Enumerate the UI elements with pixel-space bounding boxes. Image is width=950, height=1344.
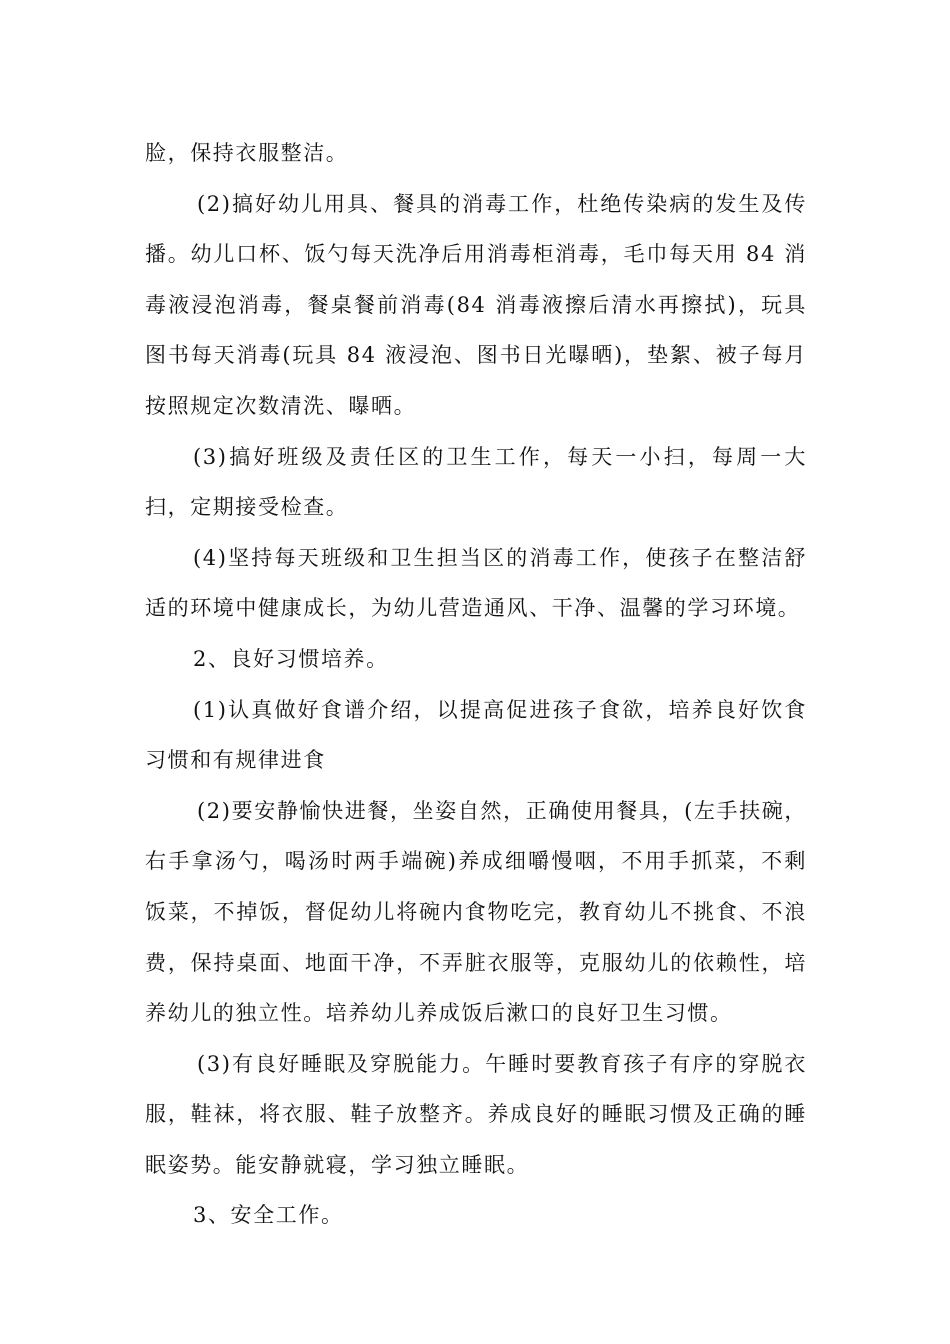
document-body xyxy=(145,128,807,1241)
paragraph-item-1-recipes: (1)认真做好食谱介绍，以提高促进孩子食欲，培养良好饮食习惯和有规律进食 xyxy=(145,697,807,773)
paragraph-item-3-sleep: (3)有良好睡眠及穿脱能力。午睡时要教育孩子有序的穿脱衣服，鞋袜，将衣服、鞋子放整齐。养成良好的睡眠习惯及正确的睡眠姿势。能安静就寝，学习独立睡眠。 xyxy=(145,1051,807,1177)
paragraph-item-4-disinfection: (4)坚持每天班级和卫生担当区的消毒工作，使孩子在整洁舒适的环境中健康成长，为幼儿营造通风、干净、温馨的学习环境。 xyxy=(145,545,807,621)
paragraph-continuation: 脸，保持衣服整洁。 xyxy=(145,141,349,165)
paragraph-item-2-disinfection: (2)搞好幼儿用具、餐具的消毒工作，杜绝传染病的发生及传播。幼儿口杯、饭勺每天洗净后用消毒柜消毒，毛巾每天用 84 消毒液浸泡消毒，餐桌餐前消毒(84 消毒液擦后清水再擦拭)，玩具图书每天消毒(玩具 84 液浸泡、图书日光曝晒)，垫絮、被子每月按照规定次数清洗、曝晒。 xyxy=(145,191,807,418)
paragraph-item-2-meals: (2)要安静愉快进餐，坐姿自然，正确使用餐具，(左手扶碗，右手拿汤勺，喝汤时两手端碗)养成细嚼慢咽，不用手抓菜，不剩饭菜，不掉饭，督促幼儿将碗内食物吃完，教育幼儿不挑食、不浪费，保持桌面、地面干净，不弄脏衣服等，克服幼儿的依赖性，培养幼儿的独立性。培养幼儿养成饭后漱口的良好卫生习惯。 xyxy=(145,798,807,1026)
section-heading-safety: 3、安全工作。 xyxy=(193,1203,344,1228)
section-heading-habits: 2、良好习惯培养。 xyxy=(193,646,389,671)
paragraph-item-3-hygiene: (3)搞好班级及责任区的卫生工作，每天一小扫，每周一大扫，定期接受检查。 xyxy=(145,444,807,520)
